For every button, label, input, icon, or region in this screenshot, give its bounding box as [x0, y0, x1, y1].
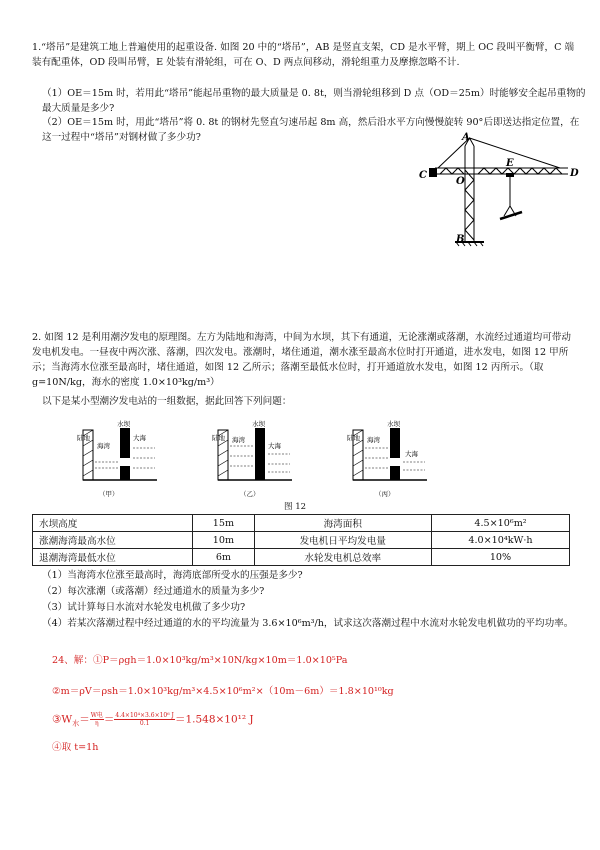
- q1-part1: （1）OE＝15m 时，若用此“塔吊”能起吊重物的最大质量是 0. 8t，则当滑轮组移到 D 点（OD＝25m）时能够安全起吊重物的最大质量是多少?: [42, 88, 586, 114]
- answer-line-3: $③W_水=$ $\frac{\text{W电}}{\eta}$ ＝ $\frac{\text{4.4×10⁴×3.6×10⁶ J}}{0.1}$ ＝1.548×10¹² J: [52, 712, 254, 728]
- q2-intro: 2. 如图 12 是利用潮汐发电的原理图。左方为陆地和海湾，中间为水坝，其下有通道，无论涨潮或落潮，水流经过通道均可带动发电机发电。一昼夜中两次涨、落潮，四次发电。涨潮时，堵住通道，潮水涨至最高水位时打开通道，进水发电，如图 12 甲所示；当海湾水位涨至最高时，堵住通道，如图 12 乙所示；落潮至最低水位时，打开通道放水发电，如图 12 丙所示。（取 g=10N/kg，海水的密度 1.0×10³kg/m³）: [32, 332, 571, 388]
- q2-lead: 以下是某小型潮汐发电站的一组数据，据此回答下列问题：: [42, 396, 292, 407]
- figure-caption: 图 12: [284, 502, 307, 512]
- svg-text:陆地: 陆地: [212, 434, 225, 442]
- q2-question-1: （1）当海湾水位涨至最高时，海湾底部所受水的压强是多少?: [42, 570, 303, 581]
- svg-text:大海: 大海: [133, 434, 146, 442]
- answer-line-2: ②m＝ρV＝ρsh＝1.0×10³kg/m³×4.5×10⁶m²×（10m－6m）＝1.8×10¹⁰kg: [52, 686, 394, 697]
- svg-text:海湾: 海湾: [97, 442, 110, 450]
- svg-text:（甲）: （甲）: [99, 490, 119, 498]
- counterweight: [429, 168, 437, 177]
- label-o: O: [456, 176, 465, 187]
- answer-line-1: 24、解：①P＝ρgh＝1.0×10³kg/m³×10N/kg×10m＝1.0×10⁵Pa: [52, 655, 348, 666]
- label-e: E: [506, 158, 514, 169]
- panel-bing: [347, 419, 427, 498]
- svg-text:大海: 大海: [268, 442, 281, 450]
- tower-crane-figure: [410, 130, 580, 250]
- svg-text:（丙）: （丙）: [375, 490, 395, 498]
- svg-text:大海: 大海: [405, 450, 418, 458]
- table-row: 涨潮海湾最高水位 10m 发电机日平均发电量 4.0×10⁴kW·h: [33, 532, 570, 549]
- label-d: D: [570, 168, 579, 179]
- q2-question-3: （3）试计算每日水流对水轮发电机做了多少功?: [42, 602, 246, 613]
- data-table: [32, 514, 570, 566]
- panel-jia: [77, 419, 157, 498]
- svg-text:陆地: 陆地: [347, 434, 360, 442]
- q2-question-4: （4）若某次落潮过程中经过通道的水的平均流量为 3.6×10⁶m³/h，试求这次落潮过程中水流对水轮发电机做功的平均功率。: [42, 618, 574, 629]
- panel-yi: [212, 419, 292, 498]
- table-row: 退潮海湾最低水位 6m 水轮发电机总效率 10%: [33, 549, 570, 566]
- svg-text:水坝: 水坝: [117, 420, 130, 428]
- tidal-diagram: [75, 418, 475, 500]
- svg-text:水坝: 水坝: [387, 420, 400, 428]
- q2-question-2: （2）每次涨潮（或落潮）经过通道水的质量为多少?: [42, 586, 265, 597]
- label-a: A: [462, 132, 470, 143]
- label-b: B: [456, 234, 465, 245]
- q1-intro: 1.“塔吊”是建筑工地上普遍使用的起重设备. 如图 20 中的“塔吊”，AB 是竖直支架，CD 是水平臂，期上 OC 段叫平衡臂，C 端装有配重体，OD 段叫吊臂，E 处装有滑轮组，可在 O、D 两点间移动，滑轮组重力及摩擦忽略不计.: [32, 42, 575, 68]
- svg-text:陆地: 陆地: [77, 434, 90, 442]
- svg-text:海湾: 海湾: [232, 436, 245, 444]
- svg-text:海湾: 海湾: [367, 436, 380, 444]
- table-row: 水坝高度 15m 海湾面积 4.5×10⁶m²: [33, 515, 570, 532]
- label-c: C: [419, 170, 427, 181]
- answer-line-4: ④取 t=1h: [52, 742, 99, 753]
- q1-part2: （2）OE＝15m 时，用此“塔吊”将 0. 8t 的钢材先竖直匀速吊起 8m 高，然后沿水平方向慢慢旋转 90°后即送达指定位置，在这一过程中“塔吊”对钢材做了多少功?: [42, 117, 580, 143]
- svg-text:（乙）: （乙）: [240, 490, 260, 498]
- svg-text:水坝: 水坝: [252, 420, 265, 428]
